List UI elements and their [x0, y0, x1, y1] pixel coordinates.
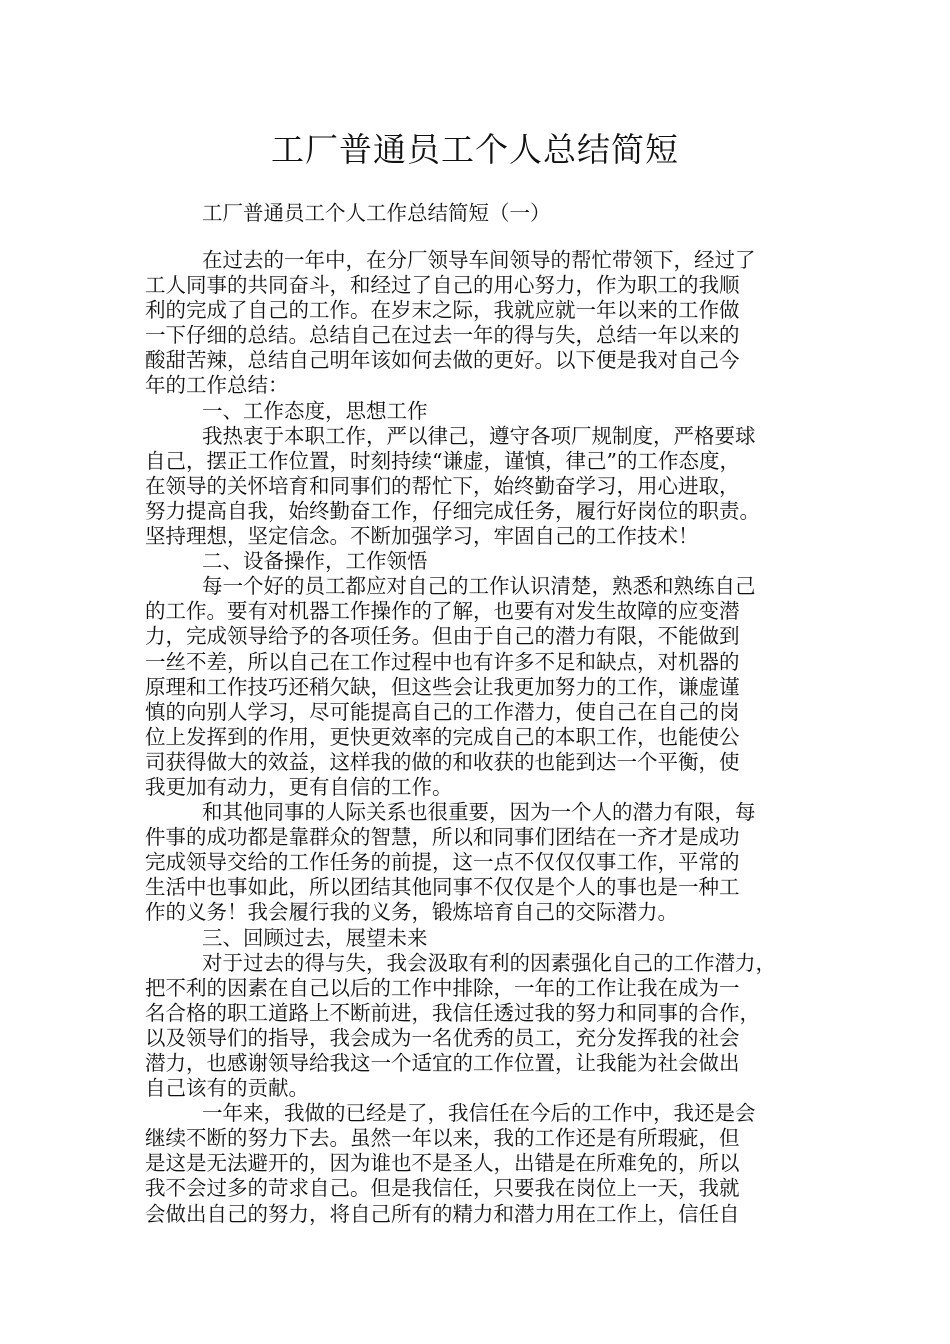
body-line: 我更加有动力，更有自信的工作。 [145, 774, 453, 799]
body-line: 会做出自己的努力，将自己所有的精力和潜力用在工作上，信任自 [145, 1201, 740, 1226]
body-line: 每一个好的员工都应对自己的工作认识清楚，熟悉和熟练自己 [202, 574, 756, 599]
body-line: 慎的向别人学习，尽可能提高自己的工作潜力，使自己在自己的岗 [145, 699, 740, 724]
body-line: 的工作。要有对机器工作操作的了解，也要有对发生故障的应变潜 [145, 599, 740, 624]
body-line: 潜力，也感谢领导给我这一个适宜的工作位置，让我能为社会做出 [145, 1051, 740, 1075]
body-line: 一、工作态度，思想工作 [202, 398, 428, 423]
body-line: 工人同事的共同奋斗，和经过了自己的用心努力，作为职工的我顺 [145, 273, 740, 298]
body-line: 一年来，我做的已经是了，我信任在今后的工作中，我还是会 [202, 1101, 756, 1126]
body-line: 力，完成领导给予的各项任务。但由于自己的潜力有限，不能做到 [145, 624, 740, 649]
body-line: 以及领导们的指导，我会成为一名优秀的员工，充分发挥我的社会 [145, 1025, 740, 1050]
body-line: 原理和工作技巧还稍欠缺，但这些会让我更加努力的工作，谦虚谨 [145, 674, 740, 699]
body-line: 件事的成功都是靠群众的智慧，所以和同事们团结在一齐才是成功 [145, 825, 740, 850]
body-line: 继续不断的努力下去。虽然一年以来，我的工作还是有所瑕疵，但 [145, 1126, 740, 1151]
body-line: 坚持理想，坚定信念。不断加强学习，牢固自己的工作技术！ [145, 524, 699, 549]
body-line: 我不会过多的苛求自己。但是我信任，只要我在岗位上一天，我就 [145, 1176, 740, 1201]
document-title: 工厂普通员工个人总结简短 [271, 130, 679, 169]
body-line: 酸甜苦辣，总结自己明年该如何去做的更好。以下便是我对自己今 [145, 348, 740, 373]
body-line: 名合格的职工道路上不断前进，我信任透过我的努力和同事的合作， [145, 1000, 760, 1025]
body-line: 和其他同事的人际关系也很重要，因为一个人的潜力有限，每 [202, 800, 756, 825]
body-line: 在领导的关怀培育和同事们的帮忙下，始终勤奋学习，用心进取， [145, 473, 740, 498]
body-line: 我热衷于本职工作，严以律己，遵守各项厂规制度，严格要球 [202, 423, 756, 448]
body-line: 是这是无法避开的，因为谁也不是圣人，出错是在所难免的，所以 [145, 1151, 740, 1176]
body-line: 一下仔细的总结。总结自己在过去一年的得与失，总结一年以来的 [145, 323, 740, 348]
body-line: 完成领导交给的工作任务的前提，这一点不仅仅仅事工作，平常的 [145, 850, 740, 875]
document-body [145, 248, 827, 1227]
body-line: 二、设备操作，工作领悟 [202, 549, 428, 574]
body-line: 一丝不差，所以自己在工作过程中也有许多不足和缺点，对机器的 [145, 649, 740, 674]
body-line: 利的完成了自己的工作。在岁末之际，我就应就一年以来的工作做 [145, 298, 740, 323]
body-line: 位上发挥到的作用，更快更效率的完成自己的本职工作，也能使公 [145, 724, 740, 749]
body-line: 在过去的一年中，在分厂领导车间领导的帮忙带领下，经过了 [202, 248, 756, 272]
body-line: 自己，摆正工作位置，时刻持续“谦虚，谨慎，律己”的工作态度， [145, 448, 740, 473]
body-line: 自己该有的贡献。 [145, 1076, 309, 1101]
body-line: 对于过去的得与失，我会汲取有利的因素强化自己的工作潜力， [202, 950, 776, 975]
body-line: 努力提高自我，始终勤奋工作，仔细完成任务，履行好岗位的职责。 [145, 498, 760, 523]
body-line: 作的义务！我会履行我的义务，锻炼培育自己的交际潜力。 [145, 900, 678, 925]
body-line: 三、回顾过去，展望未来 [202, 925, 428, 950]
body-line: 司获得做大的效益，这样我的做的和收获的也能到达一个平衡，使 [145, 749, 740, 774]
body-line: 生活中也事如此，所以团结其他同事不仅仅是个人的事也是一种工 [145, 875, 740, 900]
document-subtitle: 工厂普通员工个人工作总结简短（一） [202, 201, 551, 225]
body-line: 年的工作总结： [145, 373, 289, 398]
body-line: 把不利的因素在自己以后的工作中排除，一年的工作让我在成为一 [145, 975, 740, 1000]
